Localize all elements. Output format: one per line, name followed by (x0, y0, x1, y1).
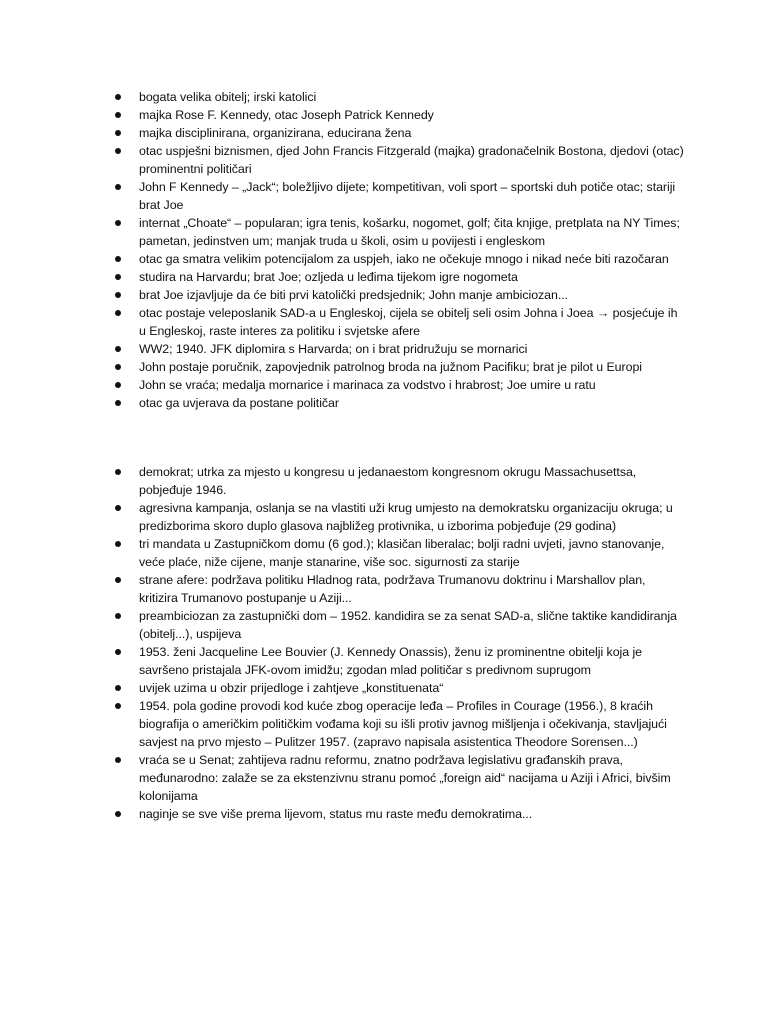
list-item-text: tri mandata u Zastupničkom domu (6 god.); klasičan liberalac; bolji radni uvjeti, javno stanovanje, veće plaće, niže cijene, manje stanarine, više soc. sigurnosti za starije (139, 537, 665, 569)
list-item-text: WW2; 1940. JFK diplomira s Harvarda; on i brat pridružuju se mornarici (139, 342, 528, 356)
list-item (112, 499, 687, 535)
bullet-icon (115, 130, 121, 136)
bullet-icon (115, 364, 121, 370)
list-item (112, 142, 687, 178)
list-item (112, 394, 687, 412)
list-item-text: studira na Harvardu; brat Joe; ozljeda u leđima tijekom igre nogometa (139, 270, 518, 284)
list-item (112, 250, 687, 268)
bullet-icon (115, 184, 121, 190)
bullet-icon (115, 310, 121, 316)
bullet-icon (115, 346, 121, 352)
list-item-text: uvijek uzima u obzir prijedloge i zahtjeve „konstituenata“ (139, 681, 444, 695)
bullet-icon (115, 256, 121, 262)
list-item-text: John postaje poručnik, zapovjednik patrolnog broda na južnom Pacifiku; brat je pilot u Europi (139, 360, 642, 374)
list-item (112, 178, 687, 214)
list-item-text: agresivna kampanja, oslanja se na vlastiti uži krug umjesto na demokratsku organizaciju okruga; u predizborima skoro duplo glasova najbližeg protivnika, u izborima pobjeđuje (29 godina) (139, 501, 673, 533)
list-item-text: internat „Choate“ – popularan; igra tenis, košarku, nogomet, golf; čita knjige, pretplata na NY Times; pametan, jedinstven um; manjak truda u školi, osim u povijesti i engleskom (139, 216, 680, 248)
list-item-text: John F Kennedy – „Jack“; boležljivo dijete; kompetitivan, voli sport – sportski duh potiče otac; stariji brat Joe (139, 180, 676, 212)
list-item (112, 268, 687, 286)
list-item (112, 106, 687, 124)
bullet-icon (115, 469, 121, 475)
list-item (112, 607, 687, 643)
list-item-text: 1954. pola godine provodi kod kuće zbog operacije leđa – Profiles in Courage (1956.), 8 kraćih biografija o američkim političkim vođama koji su išli protiv javnog mišljenja i očekivanja, stavljajući savjest na prvo mjesto – Pulitzer 1957. (zapravo napisala asistentica Theodore Sorensen...) (139, 699, 667, 749)
bullet-list-early-life (112, 88, 687, 412)
bullet-icon (115, 685, 121, 691)
bullet-icon (115, 292, 121, 298)
list-item (112, 304, 687, 340)
list-item-text: demokrat; utrka za mjesto u kongresu u jedanaestom kongresnom okrugu Massachusettsa, pobjeđuje 1946. (139, 465, 637, 497)
bullet-icon (115, 94, 121, 100)
list-item-text: otac ga uvjerava da postane političar (139, 396, 339, 410)
list-item-text: 1953. ženi Jacqueline Lee Bouvier (J. Kennedy Onassis), ženu iz prominentne obitelji koja je savršeno pristajala JFK-ovom imidžu; zgodan mlad političar s predivnom suprugom (139, 645, 643, 677)
list-item-text: brat Joe izjavljuje da će biti prvi katolički predsjednik; John manje ambiciozan... (139, 288, 569, 302)
list-item-text: vraća se u Senat; zahtijeva radnu reformu, znatno podržava legislativu građanskih prava, međunarodno: zalaže se za ekstenzivnu stranu pomoć „foreign aid“ nacijama u Aziji i Africi, bivšim kolonijama (139, 753, 671, 803)
list-item (112, 124, 687, 142)
list-item (112, 88, 687, 106)
bullet-icon (115, 577, 121, 583)
list-item (112, 214, 687, 250)
bullet-icon (115, 148, 121, 154)
list-item-text: majka Rose F. Kennedy, otac Joseph Patrick Kennedy (139, 108, 434, 122)
list-item-text: John se vraća; medalja mornarice i marinaca za vodstvo i hrabrost; Joe umire u ratu (139, 378, 596, 392)
bullet-icon (115, 400, 121, 406)
list-item-text: preambiciozan za zastupnički dom – 1952. kandidira se za senat SAD-a, slične taktike kandidiranja (obitelj...), uspijeva (139, 609, 677, 641)
bullet-icon (115, 613, 121, 619)
list-item-text: otac uspješni biznismen, djed John Francis Fitzgerald (majka) gradonačelnik Bostona, djedovi (otac) prominentni političari (139, 144, 684, 176)
list-item-text: majka disciplinirana, organizirana, educirana žena (139, 126, 412, 140)
list-item (112, 751, 687, 805)
list-item (112, 463, 687, 499)
list-item (112, 805, 687, 823)
list-item (112, 376, 687, 394)
bullet-list-political-career (112, 463, 687, 823)
list-item-text: strane afere: podržava politiku Hladnog rata, podržava Trumanovu doktrinu i Marshallov plan, kritizira Trumanovo postupanje u Aziji... (139, 573, 646, 605)
bullet-icon (115, 757, 121, 763)
bullet-icon (115, 505, 121, 511)
list-item (112, 571, 687, 607)
list-item (112, 358, 687, 376)
bullet-icon (115, 703, 121, 709)
list-item (112, 535, 687, 571)
bullet-icon (115, 382, 121, 388)
list-item-text: otac ga smatra velikim potencijalom za uspjeh, iako ne očekuje mnogo i nikad neće biti razočaran (139, 252, 669, 266)
list-item-text: otac postaje veleposlanik SAD-a u Engleskoj, cijela se obitelj seli osim Johna i Joea → posjećuje ih u Engleskoj, raste interes za politiku i svjetske afere (139, 306, 678, 338)
bullet-icon (115, 112, 121, 118)
bullet-icon (115, 811, 121, 817)
bullet-icon (115, 541, 121, 547)
bullet-icon (115, 274, 121, 280)
list-item (112, 679, 687, 697)
bullet-icon (115, 220, 121, 226)
list-item (112, 340, 687, 358)
bullet-icon (115, 649, 121, 655)
list-item (112, 286, 687, 304)
list-item-text: bogata velika obitelj; irski katolici (139, 90, 317, 104)
list-item-text: naginje se sve više prema lijevom, status mu raste među demokratima... (139, 807, 533, 821)
list-item (112, 643, 687, 679)
list-item (112, 697, 687, 751)
